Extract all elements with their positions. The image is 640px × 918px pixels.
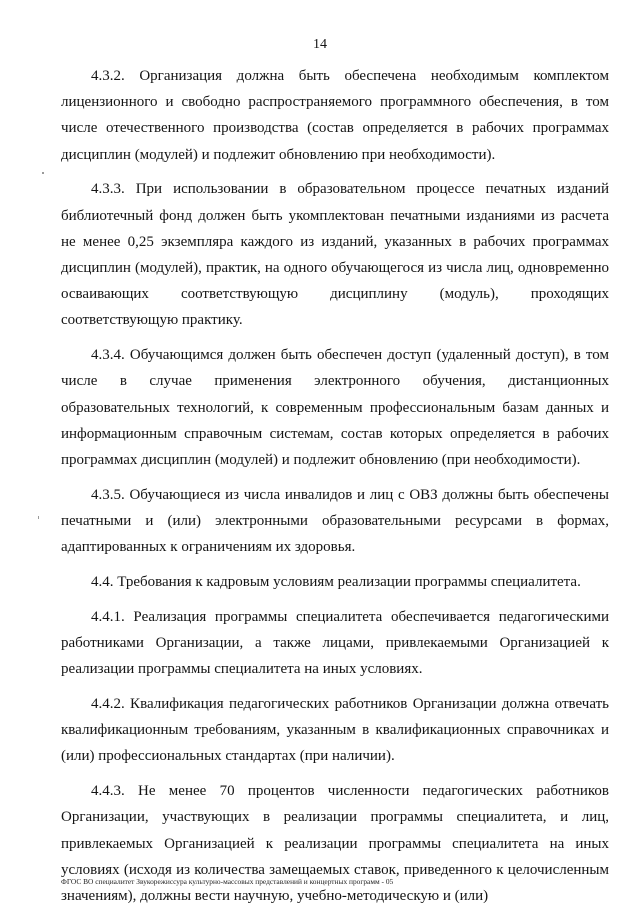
page-footer: ФГОС ВО специалитет Звукорежиссура культурно-массовых представлений и концертных программ - 05: [61, 877, 394, 886]
page-number: 14: [313, 37, 327, 52]
paragraph-4-3-5: 4.3.5. Обучающиеся из числа инвалидов и лиц с ОВЗ должны быть обеспечены печатными и (или) электронными образовательными ресурсами в формах, адаптированных к ограничениям их здоровья.: [61, 486, 609, 556]
scan-speck: [42, 172, 44, 174]
paragraph-4-4-3: 4.4.3. Не менее 70 процентов численности педагогических работников Организации, участвующих в реализации программы специалитета, и лиц, привлекаемых Организацией к реализации программы специалитета на иных условиях (исходя из количества замещаемых ставок, приведенного к целочисленным значениям), должны вести научную, учебно-методическую и (или): [61, 783, 609, 905]
paragraph-4-3-2: 4.3.2. Организация должна быть обеспечена необходимым комплектом лицензионного и свободно распространяемого программного обеспечения, в том числе отечественного производства (состав определяется в рабочих программах дисциплин (модулей) и подлежит обновлению при необходимости).: [61, 68, 609, 163]
paragraph-4-4-1: 4.4.1. Реализация программы специалитета обеспечивается педагогическими работниками Организации, а также лицами, привлекаемыми Организацией к реализации программы специалитета на иных условиях.: [61, 608, 609, 678]
paragraph-4-3-3: 4.3.3. При использовании в образовательном процессе печатных изданий библиотечный фонд должен быть укомплектован печатными изданиями из расчета не менее 0,25 экземпляра каждого из изданий, указанных в рабочих программах дисциплин (модулей), практик, на одного обучающегося из числа лиц, одновременно осваивающих соответствующую дисциплину (модуль), проходящих соответствующую практику.: [61, 181, 609, 329]
document-body: [61, 63, 609, 918]
paragraph-4-4: 4.4. Требования к кадровым условиям реализации программы специалитета.: [91, 574, 581, 591]
scan-speck: [38, 516, 39, 519]
paragraph-4-3-4: 4.3.4. Обучающимся должен быть обеспечен доступ (удаленный доступ), в том числе в случае применения электронного обучения, дистанционных образовательных технологий, к современным профессиональным базам данных и информационным справочным системам, состав которых определяется в рабочих программах дисциплин (модулей) и подлежит обновлению (при необходимости).: [61, 347, 609, 469]
paragraph-4-4-2: 4.4.2. Квалификация педагогических работников Организации должна отвечать квалификационным требованиям, указанным в квалификационных справочниках и (или) профессиональных стандартах (при наличии).: [61, 696, 609, 765]
